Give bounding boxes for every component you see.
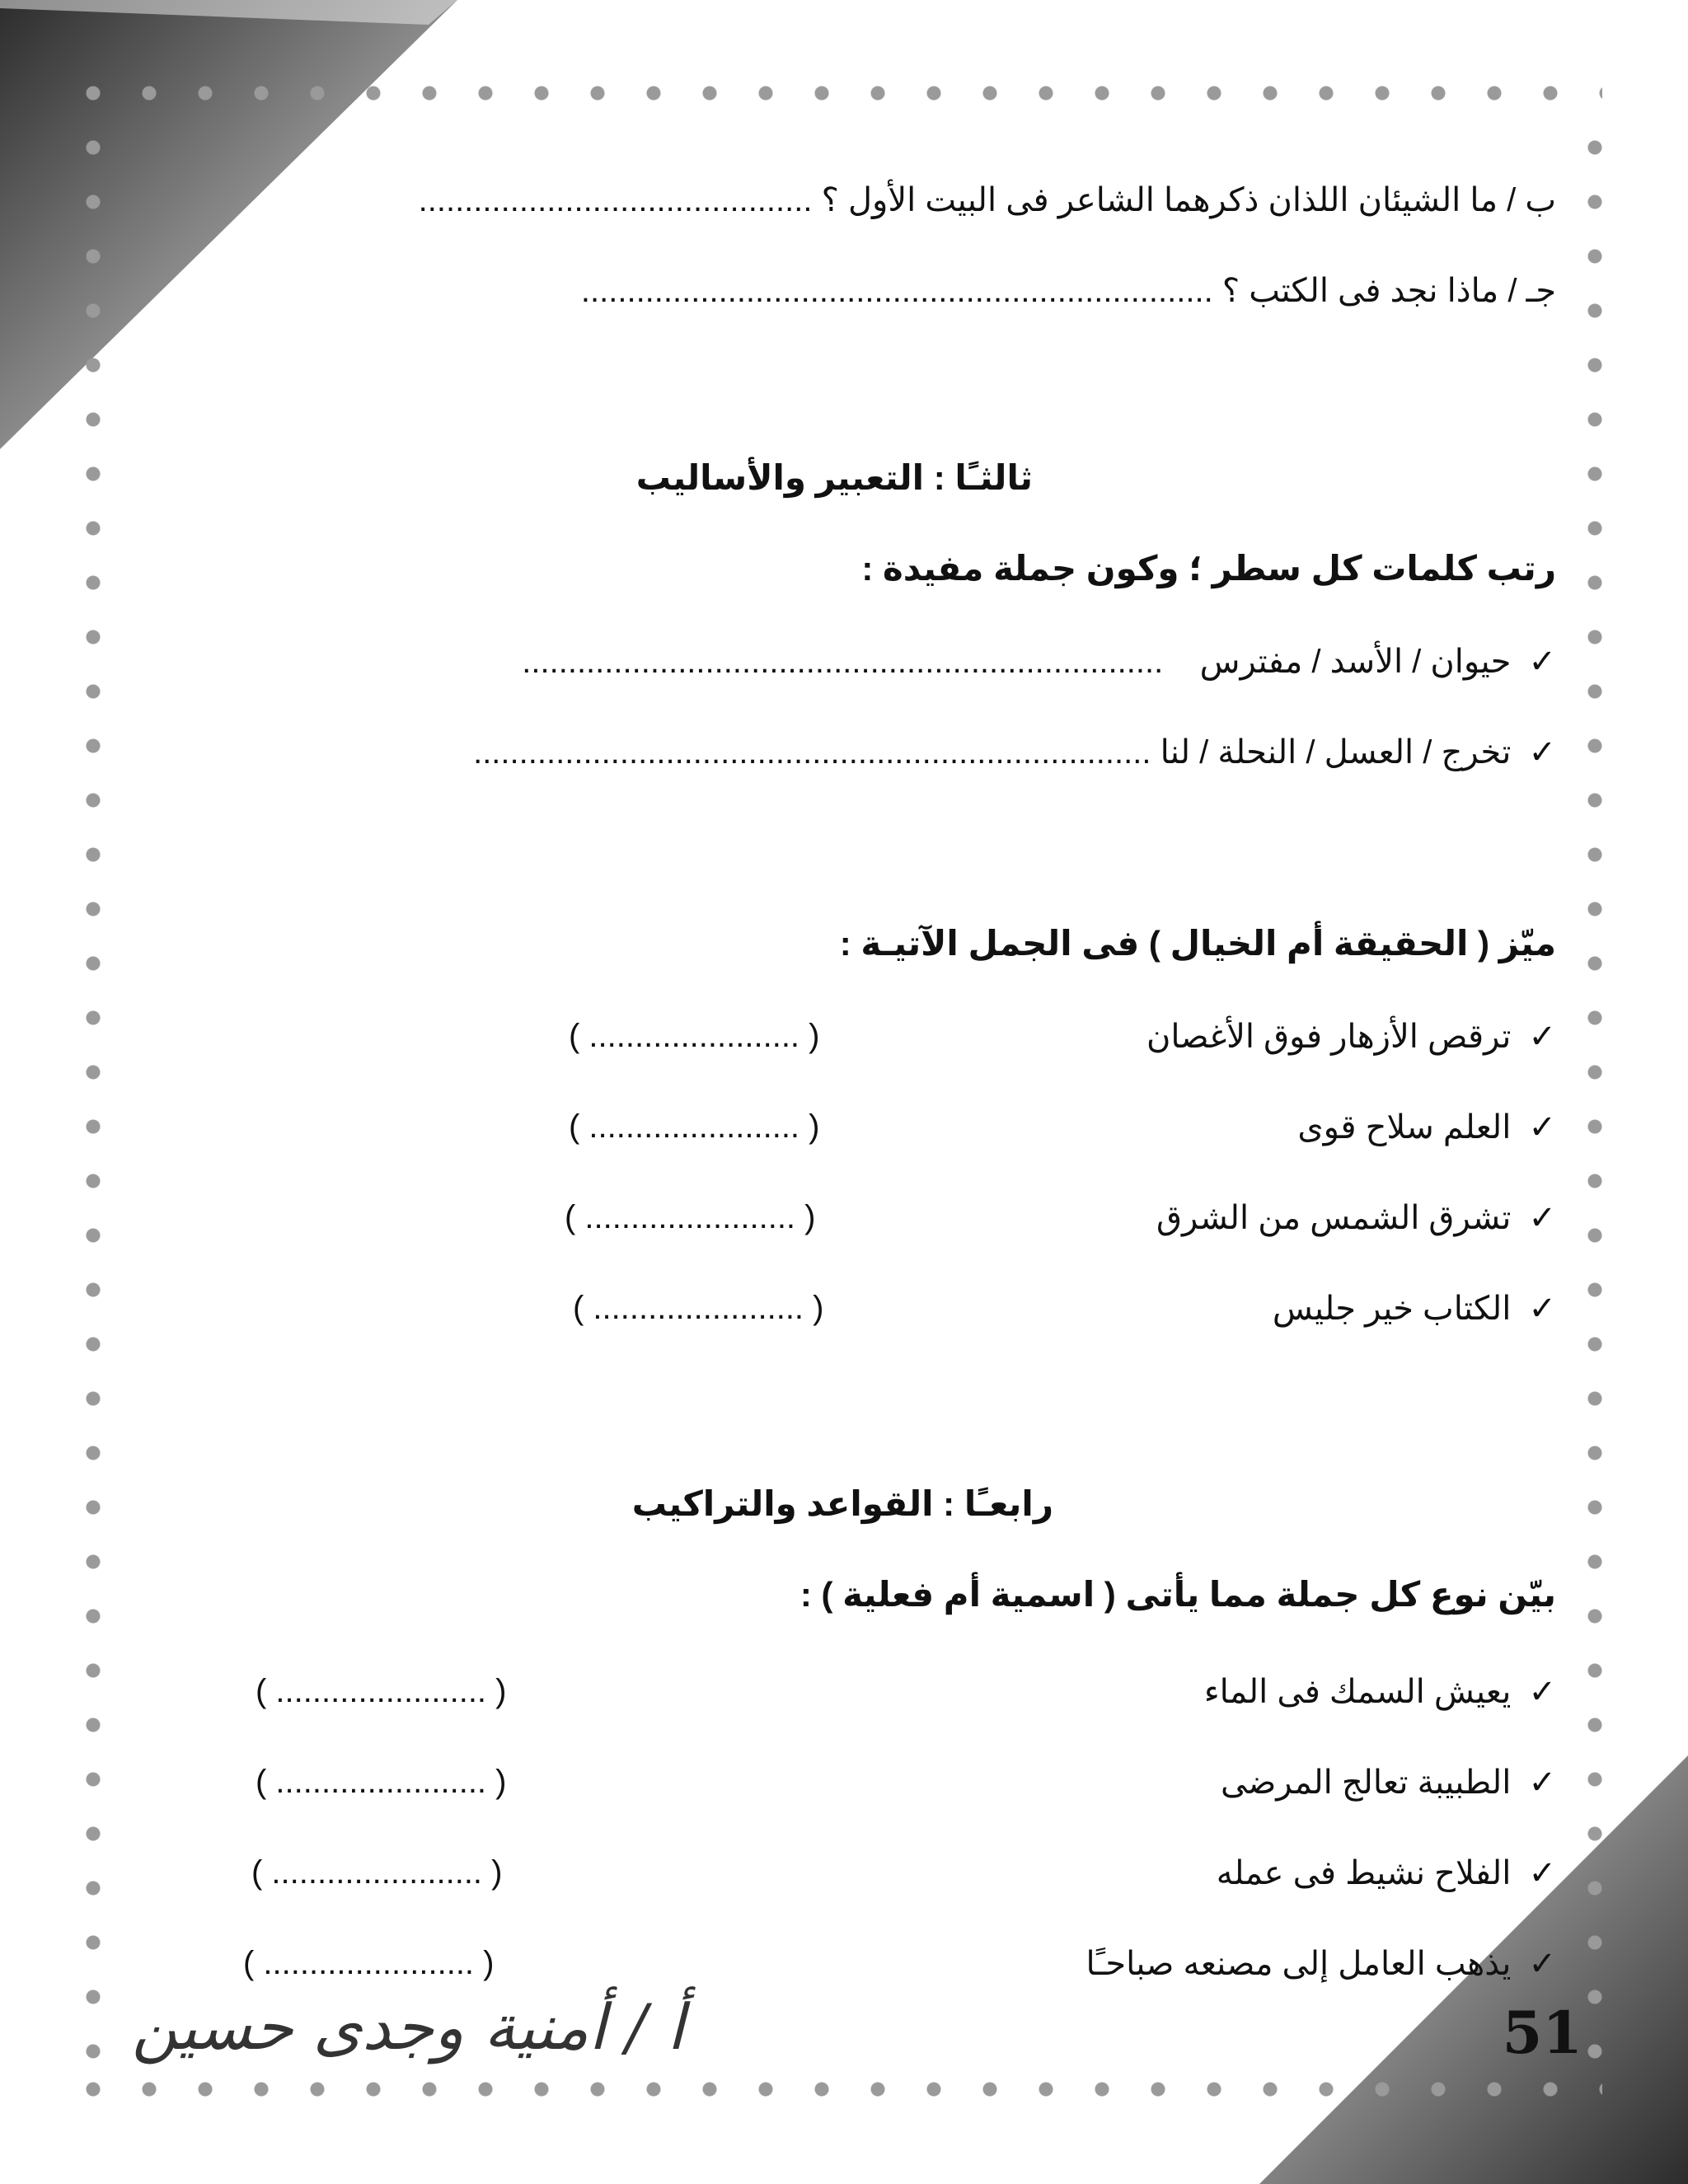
distinguish-item-text: العلم سلاح قوى bbox=[1297, 1109, 1512, 1146]
answer-blank: ( ....................... ) bbox=[569, 1018, 820, 1054]
question-j bbox=[581, 272, 1556, 310]
check-icon: ✓ bbox=[1528, 1019, 1556, 1055]
arrange-item bbox=[522, 643, 1556, 681]
answer-line: ........................................... bbox=[418, 182, 813, 218]
answer-blank: ( ....................... ) bbox=[243, 1945, 495, 1981]
arrange-instruction: رتب كلمات كل سطر ؛ وكون جملة مفيدة : bbox=[861, 549, 1556, 588]
answer-line: ...................................................................... bbox=[522, 644, 1164, 680]
grammar-item bbox=[1204, 1673, 1556, 1711]
distinguish-item bbox=[1273, 1290, 1556, 1328]
arrange-item-text: تخرج / العسل / النحلة / لنا bbox=[1160, 734, 1512, 771]
grammar-item bbox=[1085, 1945, 1556, 1983]
check-icon: ✓ bbox=[1528, 1291, 1556, 1327]
answer-blank: ( ....................... ) bbox=[565, 1199, 816, 1235]
answer-line: ..................................................................... bbox=[580, 273, 1213, 309]
grammar-instruction: بيّن نوع كل جملة مما يأتى ( اسمية أم فعلية ) : bbox=[799, 1575, 1556, 1614]
distinguish-item bbox=[1156, 1199, 1556, 1237]
question-j-text: جـ / ماذا نجد فى الكتب ؟ bbox=[1221, 273, 1556, 309]
answer-blank: ( ....................... ) bbox=[573, 1290, 824, 1326]
distinguish-item bbox=[1297, 1108, 1556, 1146]
distinguish-item bbox=[1146, 1018, 1556, 1056]
dotted-border-bottom bbox=[86, 2082, 1602, 2097]
question-b-text: ب / ما الشيئان اللذان ذكرهما الشاعر فى البيت الأول ؟ bbox=[821, 182, 1556, 218]
grammar-item-text: الفلاح نشيط فى عمله bbox=[1216, 1855, 1512, 1891]
section-title-expression: ثالثـًا : التعبير والأساليب bbox=[635, 458, 1033, 497]
distinguish-instruction: ميّز ( الحقيقة أم الخيال ) فى الجمل الآتيـة : bbox=[839, 924, 1556, 963]
dotted-border-right bbox=[1587, 140, 1602, 2069]
check-icon: ✓ bbox=[1528, 1674, 1556, 1710]
grammar-item-text: يعيش السمك فى الماء bbox=[1203, 1674, 1512, 1710]
answer-line: .......................................................................... bbox=[473, 734, 1151, 771]
corner-decoration-top-left bbox=[0, 0, 462, 462]
arrange-item-text: حيوان / الأسد / مفترس bbox=[1199, 644, 1512, 680]
answer-blank: ( ....................... ) bbox=[251, 1854, 503, 1891]
answer-blank: ( ....................... ) bbox=[256, 1673, 507, 1709]
distinguish-item-text: ترقص الأزهار فوق الأغصان bbox=[1146, 1019, 1512, 1055]
arrange-item bbox=[473, 733, 1556, 771]
answer-blank: ( ....................... ) bbox=[256, 1764, 507, 1800]
teacher-signature: أ / أمنية وجدى حسين bbox=[132, 1990, 685, 2064]
check-icon: ✓ bbox=[1528, 1109, 1556, 1146]
page-number: 51 bbox=[1502, 1999, 1582, 2067]
answer-blank: ( ....................... ) bbox=[569, 1108, 820, 1145]
grammar-item bbox=[1221, 1764, 1556, 1802]
grammar-item-text: يذهب العامل إلى مصنعه صباحـًا bbox=[1085, 1946, 1512, 1982]
check-icon: ✓ bbox=[1528, 1200, 1556, 1236]
question-b bbox=[419, 181, 1556, 219]
dotted-border-left bbox=[86, 140, 101, 2069]
dotted-border-top bbox=[86, 86, 1602, 101]
check-icon: ✓ bbox=[1528, 644, 1556, 680]
grammar-item-text: الطبيبة تعالج المرضى bbox=[1220, 1765, 1512, 1801]
check-icon: ✓ bbox=[1528, 1855, 1556, 1891]
distinguish-item-text: الكتاب خير جليس bbox=[1272, 1291, 1512, 1327]
check-icon: ✓ bbox=[1528, 1946, 1556, 1982]
check-icon: ✓ bbox=[1528, 734, 1556, 771]
distinguish-item-text: تشرق الشمس من الشرق bbox=[1156, 1200, 1512, 1236]
section-title-grammar: رابعـًا : القواعد والتراكيب bbox=[631, 1484, 1053, 1523]
check-icon: ✓ bbox=[1528, 1765, 1556, 1801]
grammar-item bbox=[1217, 1854, 1556, 1892]
